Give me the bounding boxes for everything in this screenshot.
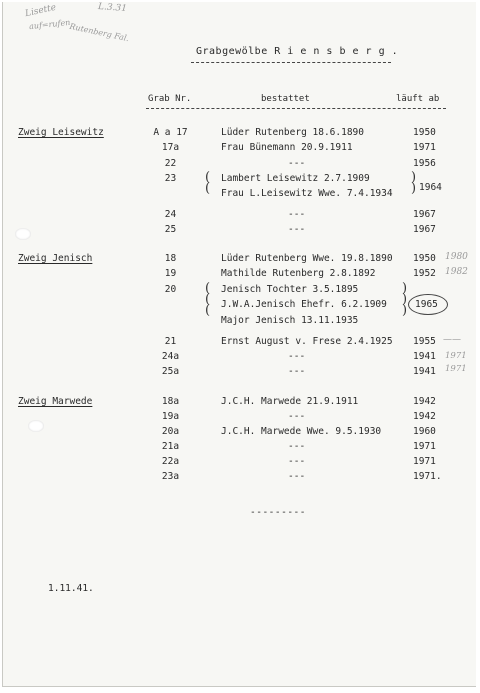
grave-number: 24a [161,351,180,362]
expiry-year: 1971 [413,142,436,153]
pencil-annotation: 1971 [445,351,467,361]
burial-entry: J.W.A.Jenisch Ehefr. 6.2.1909 [221,299,387,310]
title-underline [191,62,391,63]
header-grave-number: Grab Nr. [148,94,192,104]
pencil-note-1: Lisette [24,2,58,20]
burial-entry: Lüder Rutenberg 18.6.1890 [221,127,364,138]
grave-number: 24 [164,209,177,220]
burial-entry-empty: --- [288,471,306,482]
burial-entry-empty: --- [288,366,306,377]
burial-entry-empty: --- [288,456,306,467]
pencil-note-3: Rutenberg Fal. [68,21,130,44]
expiry-year: 1942 [413,396,436,407]
burial-entry: Ernst August v. Frese 2.4.1925 [221,336,393,347]
grave-number: 22 [164,158,177,169]
expiry-year: 1955 [413,336,436,347]
expiry-year: 1960 [413,426,436,437]
grave-number: 20a [161,426,180,437]
pencil-annotation: 1971 [445,364,467,374]
header-expires: läuft ab [396,94,440,104]
burial-entry: Mathilde Rutenberg 2.8.1892 [221,268,376,279]
grave-number: 20 [164,284,177,295]
burial-entry-empty: --- [288,441,306,452]
burial-entry-empty: --- [288,411,306,422]
expiry-year: 1950 [413,127,436,138]
expiry-year: 1964 [419,182,442,193]
grave-number: 21 [164,336,177,347]
burial-entry: Lüder Rutenberg Wwe. 19.8.1890 [221,253,393,264]
grave-number: 18a [161,396,180,407]
grave-number: 25 [164,224,177,235]
punch-hole-bottom [28,420,44,432]
pencil-note-2: auf=rufen [28,17,71,32]
left-brace: ( ( ( [205,281,211,318]
grave-number: 23 [164,173,177,184]
header-underline [146,108,446,109]
grave-number: 22a [161,456,180,467]
expiry-year: 1942 [413,411,436,422]
burial-entry: Frau L.Leisewitz Wwe. 7.4.1934 [221,188,393,199]
right-brace: ) ) [411,170,417,196]
pencil-annotation: —— [443,335,461,345]
burial-entry-empty: --- [288,158,306,169]
pencil-note-numbers: L.3.31 [97,2,128,14]
grave-number: 19a [161,411,180,422]
expiry-year: 1967 [413,224,436,235]
expiry-year-circled: 1965 [415,299,438,310]
expiry-year: 1971. [413,471,442,482]
right-brace: ) ) ) [402,281,408,318]
burial-entry: Jenisch Tochter 3.5.1895 [221,284,359,295]
burial-entry: J.C.H. Marwede 21.9.1911 [221,396,359,407]
burial-entry: Major Jenisch 13.11.1935 [221,315,359,326]
burial-entry: J.C.H. Marwede Wwe. 9.5.1930 [221,426,382,437]
expiry-year: 1950 [413,253,436,264]
branch-label-marwede: Zweig Marwede [18,396,93,407]
expiry-year: 1971 [413,456,436,467]
expiry-year: 1941 [413,351,436,362]
grave-number: 19 [164,268,177,279]
grave-number: 23a [161,471,180,482]
expiry-year: 1941 [413,366,436,377]
expiry-year: 1971 [413,441,436,452]
burial-entry: Frau Bünemann 20.9.1911 [221,142,353,153]
grave-number: 18 [164,253,177,264]
pencil-annotation: 1980 [445,252,468,262]
header-buried: bestattet [261,94,310,104]
grave-number: 25a [161,366,180,377]
punch-hole-top [15,228,31,240]
pencil-annotation: 1982 [445,267,468,277]
document-title: Grabgewölbe R i e n s b e r g . [196,46,399,57]
branch-label-leisewitz: Zweig Leisewitz [18,127,104,138]
branch-label-jenisch: Zweig Jenisch [18,253,93,264]
grave-number: A a 17 [153,127,188,138]
document-date: 1.11.41. [48,583,94,594]
expiry-year: 1956 [413,158,436,169]
document-page [2,2,476,687]
grave-number: 17a [161,142,180,153]
expiry-year: 1952 [413,268,436,279]
burial-entry-empty: --- [288,224,306,235]
burial-entry-empty: --- [288,351,306,362]
left-brace: ( ( [205,170,211,196]
expiry-year: 1967 [413,209,436,220]
burial-entry: Lambert Leisewitz 2.7.1909 [221,173,370,184]
end-separator: --------- [250,507,306,518]
burial-entry-empty: --- [288,209,306,220]
grave-number: 21a [161,441,180,452]
